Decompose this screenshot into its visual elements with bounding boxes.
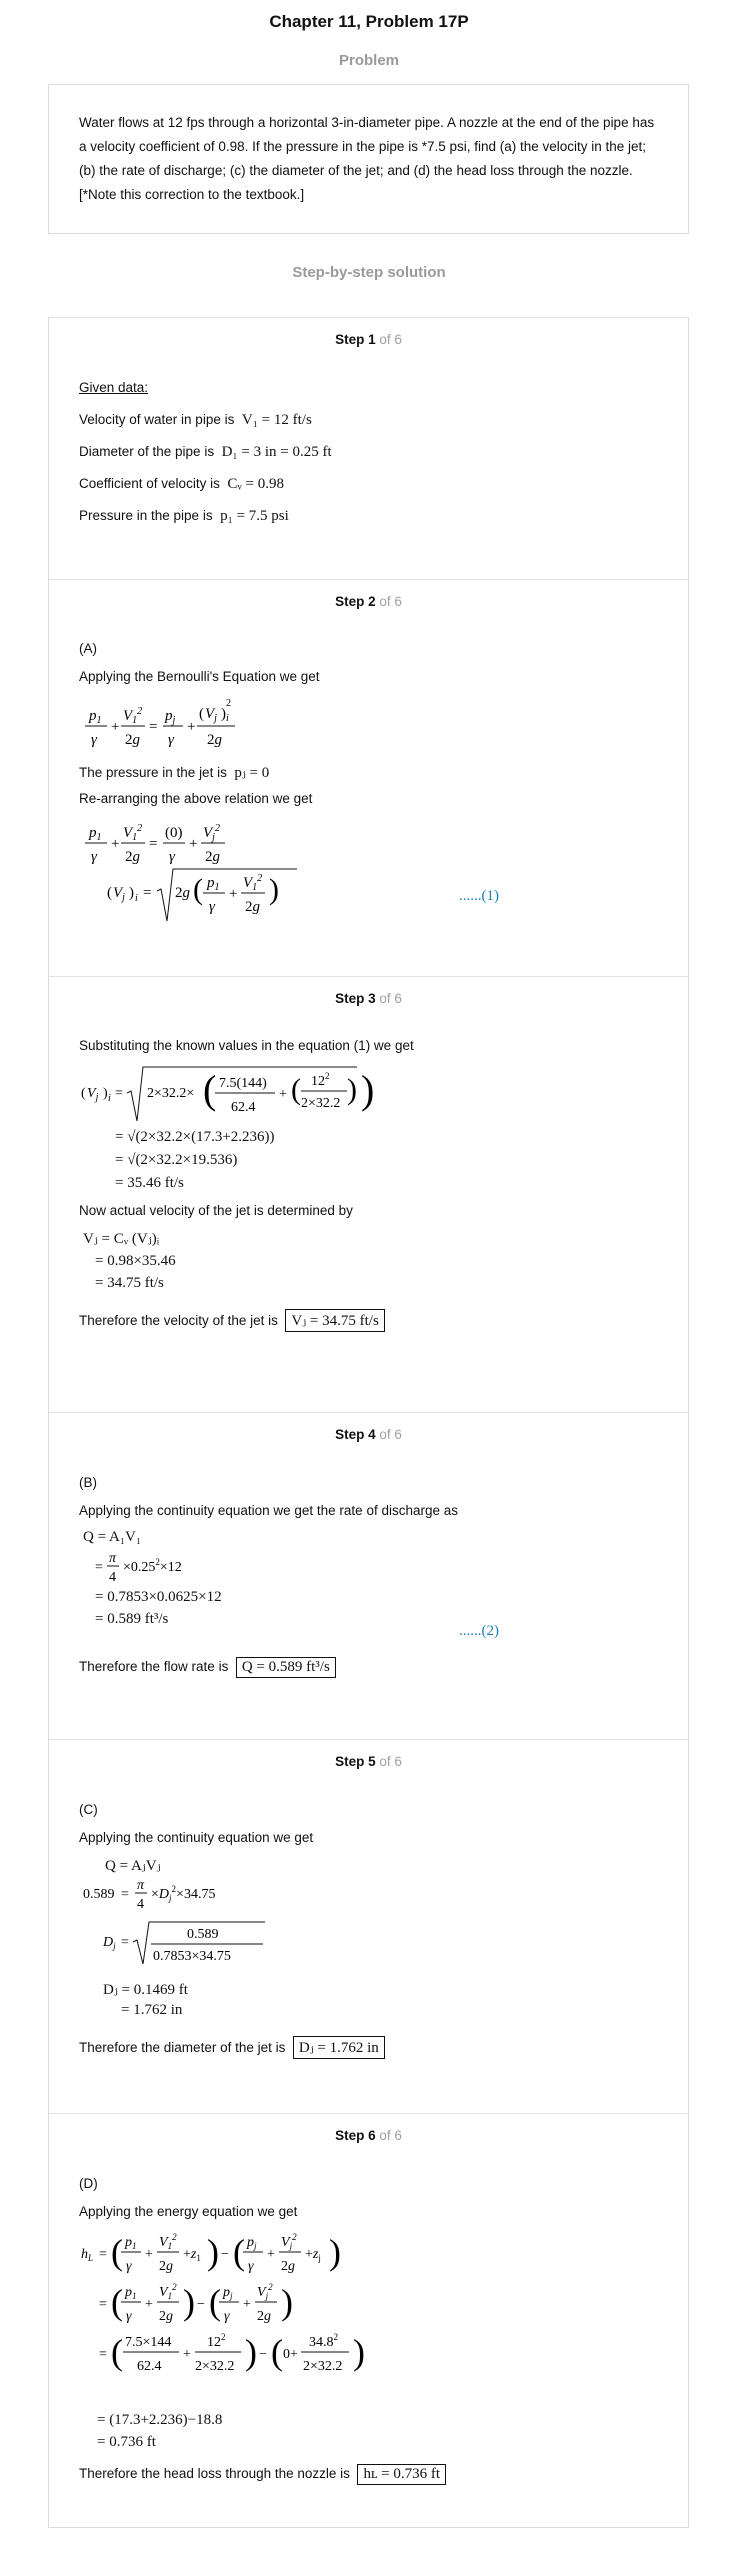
step-text: Applying the continuity equation we get the rate of discharge as <box>79 1503 458 1518</box>
svg-text:γ: γ <box>209 899 215 915</box>
svg-text:): ) <box>103 1086 108 1101</box>
svg-text:122: $12^2$ <box>311 1071 330 1089</box>
step-conclusion: Therefore the head loss through the nozzle is hʟ = 0.736 ft <box>79 2464 446 2485</box>
svg-text:(: ( <box>111 2282 123 2322</box>
svg-text:Dj: $D_j$ <box>103 1935 116 1951</box>
svg-text:hL: $h_L$ <box>81 2247 94 2263</box>
svg-text:+: + <box>267 2247 275 2262</box>
svg-text:(: ( <box>193 873 203 906</box>
svg-text:): ) <box>347 1073 357 1106</box>
part-label: (C) <box>79 1802 98 1817</box>
svg-text:4: 4 <box>109 1570 116 1585</box>
svg-text:2×32.2×: 2×32.2× <box>147 1086 195 1101</box>
svg-text:0.589: 0.589 <box>187 1927 219 1942</box>
calc-line: = √(2×32.2×(17.3+2.236)) <box>115 1129 275 1145</box>
svg-text:+: + <box>111 719 120 735</box>
svg-text:γ: γ <box>126 2259 132 2274</box>
svg-text:2×32.2: 2×32.2 <box>303 2359 343 2374</box>
solution-heading: Step-by-step solution <box>292 264 446 281</box>
svg-text:γ: γ <box>169 849 175 865</box>
svg-text:γ: γ <box>91 732 97 748</box>
svg-text:=: = <box>115 1086 123 1101</box>
step-title: Step 2 of 6 <box>335 594 402 609</box>
svg-text:+z1: $+z_1$ <box>183 2247 201 2263</box>
svg-text:(: ( <box>111 2232 123 2272</box>
velocity-jet-equation <box>83 817 643 927</box>
svg-text:γ: γ <box>248 2259 254 2274</box>
svg-text:(: ( <box>271 2332 283 2372</box>
svg-text:=: = <box>99 2347 107 2362</box>
svg-text:−: − <box>197 2297 205 2312</box>
svg-text:γ: γ <box>91 849 97 865</box>
step-title: Step 4 of 6 <box>335 1427 402 1442</box>
equation-number: ......(2) <box>459 1623 499 1639</box>
svg-text:): ) <box>361 1067 375 1112</box>
svg-text:Vj: $V_j$ <box>205 706 217 724</box>
given-line: Diameter of the pipe is D₁ = 3 in = 0.25 ft <box>79 444 332 460</box>
svg-text:+: + <box>145 2297 153 2312</box>
svg-text:i: i <box>108 1093 111 1104</box>
svg-text:V12: $V_1^2$ <box>123 823 143 843</box>
svg-text:2g: 2g <box>175 885 190 901</box>
svg-text:=: = <box>149 719 158 735</box>
svg-text:4: 4 <box>137 1897 144 1912</box>
svg-text:π: π <box>137 1878 145 1893</box>
step-1 <box>48 317 689 579</box>
equation-number: ......(1) <box>459 888 499 904</box>
svg-text:=: = <box>121 1935 129 1950</box>
calc-line: = 35.46 ft/s <box>115 1175 184 1191</box>
svg-text:p1: $p_1$ <box>125 2285 137 2301</box>
energy-equation <box>79 2228 399 2408</box>
svg-text:π: π <box>109 1551 117 1566</box>
svg-text:Vj: $V_j$ <box>113 885 125 903</box>
svg-text:(: ( <box>291 1073 301 1106</box>
svg-text:122: $12^2$ <box>207 2332 226 2350</box>
svg-text:γ: γ <box>168 732 174 748</box>
svg-text:(: ( <box>199 706 204 722</box>
part-label: (D) <box>79 2176 98 2191</box>
svg-text:−: − <box>259 2347 267 2362</box>
calc-line: Dⱼ = 0.1469 ft <box>103 1982 188 1998</box>
step-text: Applying the continuity equation we get <box>79 1830 314 1845</box>
step-title: Step 5 of 6 <box>335 1754 402 1769</box>
given-line: Velocity of water in pipe is V₁ = 12 ft/s <box>79 412 312 428</box>
svg-text:×0.252×12: $\times 0.25^2\times 12$ <box>123 1557 182 1575</box>
answer-box: Dⱼ = 1.762 in <box>293 2036 385 2059</box>
part-label: (B) <box>79 1475 97 1490</box>
step-title: Step 6 of 6 <box>335 2128 402 2143</box>
svg-text:=: = <box>99 2247 107 2262</box>
svg-text:2g: 2g <box>205 849 220 865</box>
svg-text:=: = <box>149 836 158 852</box>
calc-line: = √(2×32.2×19.536) <box>115 1152 238 1168</box>
svg-text:+: + <box>145 2247 153 2262</box>
svg-text:): ) <box>329 2232 341 2272</box>
svg-text:+: + <box>279 1087 287 1102</box>
svg-text:p1: $p_1$ <box>207 875 220 893</box>
step-text: Substituting the known values in the equation (1) we get <box>79 1038 414 1053</box>
svg-text:+: + <box>111 836 120 852</box>
svg-text:pj: $p_j$ <box>223 2285 233 2301</box>
svg-text:2×32.2: 2×32.2 <box>301 1096 341 1111</box>
problem-box <box>48 84 689 234</box>
area-calc <box>93 1547 233 1587</box>
svg-text:): ) <box>183 2282 195 2322</box>
svg-text:7.5×144: 7.5×144 <box>125 2335 172 2350</box>
svg-text:p1: $p_1$ <box>125 2235 137 2251</box>
step-text: Now actual velocity of the jet is determined by <box>79 1203 353 1218</box>
calc-line: = 0.7853×0.0625×12 <box>95 1589 222 1605</box>
step-3 <box>48 976 689 1412</box>
step-2 <box>48 579 689 976</box>
problem-text: Water flows at 12 fps through a horizontal 3-in-diameter pipe. A nozzle at the end of the pipe has a velocity coefficient of 0.98. If the pressure in the pipe is *7.5 psi, find (a) the velocity in the jet; (b) the rate of discharge; (c) the diameter of the jet; and (d) the head loss through the nozzle. [*Note this correction to the textbook.] <box>79 115 655 202</box>
svg-text:+: + <box>189 836 198 852</box>
step-conclusion: Therefore the velocity of the jet is Vⱼ = 34.75 ft/s <box>79 1309 385 1332</box>
svg-text:2g: 2g <box>207 732 222 748</box>
svg-text:0.589: 0.589 <box>83 1887 115 1902</box>
svg-text:0.7853×34.75: 0.7853×34.75 <box>153 1949 231 1964</box>
svg-text:Vj: $V_j$ <box>87 1086 99 1103</box>
svg-text:=: = <box>143 885 152 901</box>
svg-text:(: ( <box>209 2282 221 2322</box>
answer-box: Q = 0.589 ft³/s <box>236 1657 336 1678</box>
svg-text:i: i <box>135 893 138 904</box>
svg-text:2g: 2g <box>125 849 140 865</box>
calc-line: = 0.98×35.46 <box>95 1253 176 1269</box>
svg-text:(0): (0) <box>165 825 183 841</box>
svg-text:): ) <box>269 873 279 906</box>
svg-text:2g: 2g <box>159 2259 173 2274</box>
svg-text:34.82: 34.8$^2$ <box>309 2332 338 2350</box>
svg-text:62.4: 62.4 <box>231 1100 256 1115</box>
step-text: Applying the Bernoulli's Equation we get <box>79 669 320 684</box>
step-text: Applying the energy equation we get <box>79 2204 298 2219</box>
svg-text:(: ( <box>107 885 112 901</box>
given-line: Pressure in the pipe is p₁ = 7.5 psi <box>79 508 289 524</box>
svg-text:2g: 2g <box>159 2309 173 2324</box>
svg-text:Vj2: $V_j^2$ <box>203 823 220 843</box>
svg-text:(: ( <box>111 2332 123 2372</box>
svg-text:2×32.2: 2×32.2 <box>195 2359 235 2374</box>
svg-text:): ) <box>245 2332 257 2372</box>
page-title: Chapter 11, Problem 17P <box>269 12 469 31</box>
svg-text:=: = <box>121 1887 129 1902</box>
step-title: Step 3 of 6 <box>335 991 402 1006</box>
svg-text:γ: γ <box>126 2309 132 2324</box>
svg-text:Vj2: $V_j^2$ <box>281 2232 297 2251</box>
svg-text:p1: $p_1$ <box>89 708 102 726</box>
svg-text:(: ( <box>233 2232 245 2272</box>
step-5 <box>48 1739 689 2113</box>
step-text: Re-arranging the above relation we get <box>79 791 313 806</box>
svg-text:+: + <box>243 2297 251 2312</box>
svg-text:+: + <box>229 886 238 902</box>
svg-text:+zj: $+z_j$ <box>305 2247 321 2263</box>
step-6 <box>48 2113 689 2528</box>
step-text: The pressure in the jet is pⱼ = 0 <box>79 765 270 781</box>
calc-line: Q = A₁V₁ <box>83 1529 142 1545</box>
calc-line: = 0.736 ft <box>97 2434 156 2450</box>
svg-text:=: = <box>95 1560 103 1575</box>
calc-line: Q = AⱼVⱼ <box>105 1858 161 1874</box>
svg-text:(: ( <box>81 1086 86 1101</box>
problem-heading: Problem <box>338 52 399 69</box>
svg-text:γ: γ <box>224 2309 230 2324</box>
svg-text:): ) <box>281 2282 293 2322</box>
svg-text:7.5(144): 7.5(144) <box>219 1076 267 1091</box>
calc-line: = 34.75 ft/s <box>95 1275 164 1291</box>
svg-text:2g: 2g <box>281 2259 295 2274</box>
svg-text:pj: $p_j$ <box>165 708 176 726</box>
svg-text:V12: $V_1^2$ <box>243 873 263 893</box>
svg-text:V12: $V_1^2$ <box>159 2232 177 2251</box>
svg-text:p1: $p_1$ <box>89 825 102 843</box>
answer-box: hʟ = 0.736 ft <box>357 2464 446 2485</box>
svg-text:pj: $p_j$ <box>247 2235 257 2251</box>
substitution-equation <box>79 1063 379 1123</box>
svg-text:V12: $V_1^2$ <box>123 706 143 726</box>
svg-text:=: = <box>99 2297 107 2312</box>
step-conclusion: Therefore the diameter of the jet is Dⱼ = 1.762 in <box>79 2036 385 2059</box>
svg-text:×Dj2×34.75: $\times D_j^2\times 34.75$ <box>151 1884 216 1903</box>
bernoulli-equation <box>83 698 243 754</box>
svg-text:2g: 2g <box>257 2309 271 2324</box>
calc-line: Vⱼ = Cᵥ (Vⱼ)ᵢ <box>83 1231 160 1247</box>
step-4 <box>48 1412 689 1739</box>
svg-text:(: ( <box>203 1067 217 1112</box>
given-line: Coefficient of velocity is Cᵥ = 0.98 <box>79 476 284 492</box>
svg-text:V12: $V_1^2$ <box>159 2282 177 2301</box>
calc-line: = (17.3+2.236)−18.8 <box>97 2412 223 2428</box>
svg-text:2: 2 <box>226 698 231 709</box>
step-conclusion: Therefore the flow rate is Q = 0.589 ft³/s <box>79 1657 336 1678</box>
svg-text:): ) <box>353 2332 365 2372</box>
svg-text:+: + <box>183 2347 191 2362</box>
given-data-label: Given data: <box>79 380 149 395</box>
part-label: (A) <box>79 641 97 656</box>
svg-text:Vj2: $V_j^2$ <box>257 2282 273 2301</box>
svg-text:62.4: 62.4 <box>137 2359 162 2374</box>
svg-text:2g: 2g <box>245 899 260 915</box>
svg-text:0+: 0+ <box>283 2347 298 2362</box>
svg-text:): ) <box>129 885 134 901</box>
svg-text:i: i <box>226 713 229 724</box>
diameter-calc <box>81 1874 281 1976</box>
svg-text:): ) <box>207 2232 219 2272</box>
answer-box: Vⱼ = 34.75 ft/s <box>285 1309 384 1332</box>
step-title: Step 1 of 6 <box>335 332 402 347</box>
svg-text:2g: 2g <box>125 732 140 748</box>
svg-text:): ) <box>221 706 226 722</box>
calc-line: = 0.589 ft³/s <box>95 1611 169 1627</box>
svg-text:−: − <box>221 2247 229 2262</box>
calc-line: = 1.762 in <box>121 2002 183 2018</box>
svg-text:+: + <box>187 719 196 735</box>
